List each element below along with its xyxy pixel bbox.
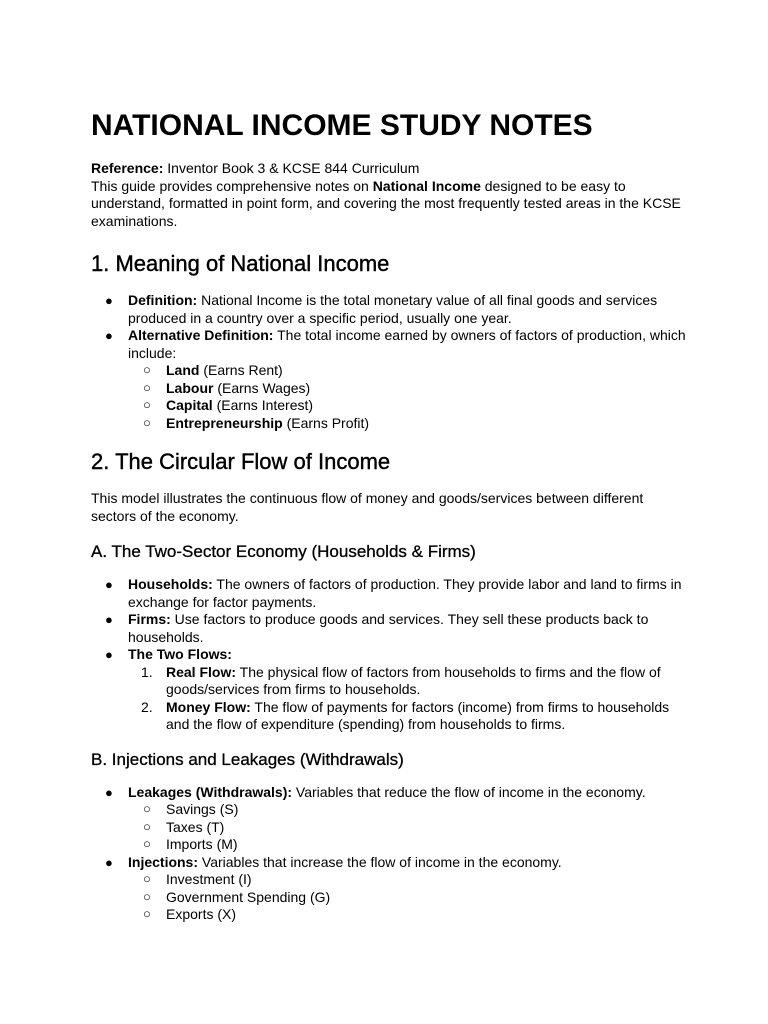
injection-text: Government Spending (G) xyxy=(166,888,331,905)
flow-item xyxy=(128,699,691,734)
households-text: The owners of factors of production. They provide labor and land to firms in exchange for factor payments. xyxy=(128,576,682,610)
bullet-icon: ● xyxy=(105,328,113,343)
flows-label: The Two Flows: xyxy=(128,646,232,662)
factor-name: Labour xyxy=(166,379,214,396)
circle-bullet-icon: ○ xyxy=(143,414,151,430)
injection-text: Investment (I) xyxy=(166,871,252,887)
subsection-a-list xyxy=(91,576,691,734)
intro-desc-end: designed to be easy to understand, formatted in point form, and covering the most frequently tested areas in the KCSE examinations. xyxy=(91,177,681,229)
bullet-icon: ● xyxy=(105,612,113,627)
factor-item xyxy=(128,380,691,398)
injection-text: Exports (X) xyxy=(166,906,237,922)
firms-label: Firms: xyxy=(128,611,171,627)
leakage-item xyxy=(128,819,691,837)
factors-list xyxy=(128,362,691,432)
factor-name: Land xyxy=(166,362,200,378)
subsection-a-heading: A. The Two-Sector Economy (Households & Firms) xyxy=(91,542,476,561)
circle-bullet-icon: ○ xyxy=(143,906,151,921)
list-item xyxy=(91,576,691,611)
list-item xyxy=(91,646,691,734)
circle-bullet-icon: ○ xyxy=(143,818,151,834)
circle-bullet-icon: ○ xyxy=(143,801,151,816)
list-item xyxy=(91,854,691,924)
circle-bullet-icon: ○ xyxy=(143,362,151,377)
page-title: NATIONAL INCOME STUDY NOTES xyxy=(91,109,593,142)
injections-list xyxy=(128,871,691,924)
circle-bullet-icon: ○ xyxy=(143,379,151,395)
flow-text: The flow of payments for factors (income) from firms to households and the flow of expenditure (spending) from households to firms. xyxy=(166,698,670,732)
leakage-item xyxy=(128,801,691,819)
factor-item xyxy=(128,415,691,433)
injection-item xyxy=(128,889,691,907)
flow-text: The physical flow of factors from households to firms and the flow of goods/services from firms to households. xyxy=(166,663,661,697)
list-item xyxy=(91,292,691,327)
firms-text: Use factors to produce goods and services. They sell these products back to households. xyxy=(128,611,649,645)
section-2-heading: 2. The Circular Flow of Income xyxy=(91,449,391,474)
factor-name: Entrepreneurship xyxy=(166,414,283,431)
factor-earns: (Earns Profit) xyxy=(282,414,370,431)
leakage-text: Savings (S) xyxy=(166,801,239,817)
injections-label: Injections: xyxy=(128,853,199,870)
circle-bullet-icon: ○ xyxy=(143,836,151,851)
factor-item xyxy=(128,362,691,380)
intro-block xyxy=(91,160,691,230)
reference-text: Inventor Book 3 & KCSE 844 Curriculum xyxy=(163,160,420,176)
intro-desc-bold: National Income xyxy=(372,177,481,194)
list-item xyxy=(91,611,691,646)
alt-definition-text: The total income earned by owners of factors of production, which include: xyxy=(128,327,686,361)
factor-name: Capital xyxy=(166,397,213,413)
leakages-label: Leakages (Withdrawals): xyxy=(128,783,293,800)
flow-number: 2. xyxy=(141,698,153,715)
list-item xyxy=(91,327,691,432)
households-label: Households: xyxy=(128,576,213,592)
factor-earns: (Earns Interest) xyxy=(212,397,314,413)
reference-label: Reference: xyxy=(91,160,164,176)
alt-definition-label: Alternative Definition: xyxy=(128,327,274,343)
definition-text: National Income is the total monetary value of all final goods and services produced in a country over a specific period, usually one year. xyxy=(128,292,658,326)
flow-label: Real Flow: xyxy=(166,663,237,680)
leakage-text: Taxes (T) xyxy=(166,818,225,835)
flow-label: Money Flow: xyxy=(166,698,251,715)
list-item xyxy=(91,784,691,854)
leakage-text: Imports (M) xyxy=(166,836,238,852)
flow-item xyxy=(128,664,691,699)
injection-item xyxy=(128,871,691,889)
factor-earns: (Earns Wages) xyxy=(213,379,311,396)
leakages-text: Variables that reduce the flow of income in the economy. xyxy=(292,783,646,800)
section-1-heading: 1. Meaning of National Income xyxy=(91,251,390,276)
subsection-b-heading: B. Injections and Leakages (Withdrawals) xyxy=(91,749,404,769)
flows-list xyxy=(128,664,691,734)
definition-label: Definition: xyxy=(128,292,198,308)
flow-number: 1. xyxy=(141,663,153,680)
bullet-icon: ● xyxy=(105,577,113,592)
intro-desc-start: This guide provides comprehensive notes on xyxy=(91,177,373,194)
document-page xyxy=(91,108,691,924)
circle-bullet-icon: ○ xyxy=(143,397,151,412)
section-2-intro: This model illustrates the continuous flow of money and goods/services between different sectors of the economy. xyxy=(91,490,644,524)
subsection-b-list xyxy=(91,784,691,924)
factor-earns: (Earns Rent) xyxy=(199,362,283,378)
circle-bullet-icon: ○ xyxy=(143,888,151,904)
leakages-list xyxy=(128,801,691,854)
injections-text: Variables that increase the flow of income in the economy. xyxy=(198,853,562,870)
bullet-icon: ● xyxy=(105,854,113,870)
bullet-icon: ● xyxy=(105,784,113,800)
bullet-icon: ● xyxy=(105,293,113,308)
leakage-item xyxy=(128,836,691,854)
reference-line xyxy=(91,160,691,178)
injection-item xyxy=(128,906,691,924)
factor-item xyxy=(128,397,691,415)
bullet-icon: ● xyxy=(105,647,113,662)
intro-description xyxy=(91,178,691,231)
circle-bullet-icon: ○ xyxy=(143,871,151,886)
section-1-list xyxy=(91,292,691,432)
